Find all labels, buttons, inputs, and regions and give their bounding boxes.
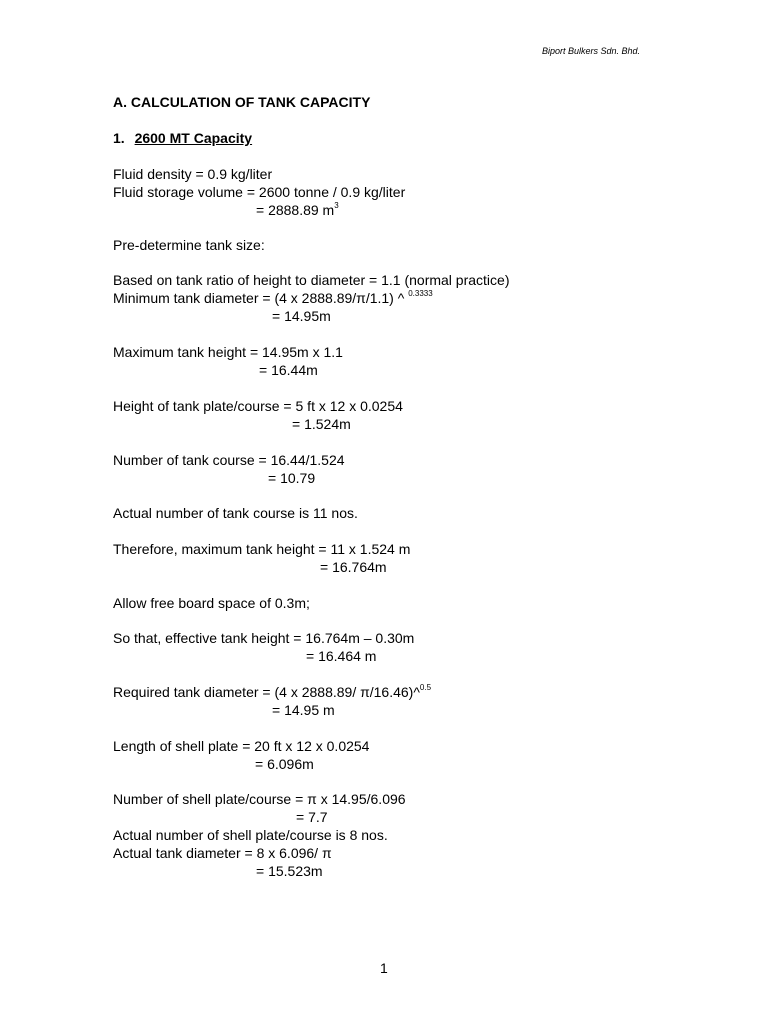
tank-ratio-line: Based on tank ratio of height to diameter = 1.1 (normal practice) <box>113 272 510 288</box>
storage-volume-result <box>256 202 339 218</box>
tank-course-line: Number of tank course = 16.44/1.524 <box>113 452 345 468</box>
tank-course-result: = 10.79 <box>268 470 316 486</box>
plate-height-line: Height of tank plate/course = 5 ft x 12 x 0.0254 <box>113 398 403 414</box>
fluid-density-line: Fluid density = 0.9 kg/liter <box>113 166 273 182</box>
company-header: Biport Bulkers Sdn. Bhd. <box>542 46 641 56</box>
min-diameter-result: = 14.95m <box>272 308 331 324</box>
storage-volume-value: = 2888.89 m <box>256 202 335 218</box>
min-diameter-line <box>113 290 433 306</box>
therefore-height-result: = 16.764m <box>320 559 387 575</box>
subsection-number: 1. <box>113 130 125 146</box>
required-diameter-formula: Required tank diameter = (4 x 2888.89/ π/16.46)^ <box>113 684 420 700</box>
actual-course-line: Actual number of tank course is 11 nos. <box>113 505 358 521</box>
predetermine-line: Pre-determine tank size: <box>113 237 265 253</box>
actual-diameter-result: = 15.523m <box>256 863 323 879</box>
required-diameter-line <box>113 684 431 700</box>
freeboard-line: Allow free board space of 0.3m; <box>113 595 310 611</box>
shell-count-result: = 7.7 <box>296 809 328 825</box>
max-height-line: Maximum tank height = 14.95m x 1.1 <box>113 344 343 360</box>
actual-diameter-line: Actual tank diameter = 8 x 6.096/ π <box>113 845 332 861</box>
subsection-title: 2600 MT Capacity <box>134 130 253 146</box>
required-diameter-result: = 14.95 m <box>272 702 335 718</box>
actual-shell-line: Actual number of shell plate/course is 8 nos. <box>113 827 388 843</box>
shell-length-result: = 6.096m <box>255 756 314 772</box>
section-title: A. CALCULATION OF TANK CAPACITY <box>113 94 371 110</box>
effective-height-line: So that, effective tank height = 16.764m – 0.30m <box>113 630 415 646</box>
page-number: 1 <box>380 960 388 976</box>
max-height-result: = 16.44m <box>259 362 318 378</box>
effective-height-result: = 16.464 m <box>306 648 377 664</box>
min-diameter-formula: Minimum tank diameter = (4 x 2888.89/π/1.1) ^ <box>113 290 405 306</box>
therefore-height-line: Therefore, maximum tank height = 11 x 1.524 m <box>113 541 411 557</box>
min-diameter-exponent: 0.3333 <box>408 289 433 298</box>
shell-length-line: Length of shell plate = 20 ft x 12 x 0.0254 <box>113 738 370 754</box>
cubic-superscript: 3 <box>334 201 339 210</box>
shell-count-line: Number of shell plate/course = π x 14.95/6.096 <box>113 791 406 807</box>
subsection-heading <box>113 130 252 146</box>
plate-height-result: = 1.524m <box>292 416 351 432</box>
required-diameter-exponent: 0.5 <box>419 683 432 692</box>
storage-volume-line: Fluid storage volume = 2600 tonne / 0.9 kg/liter <box>113 184 406 200</box>
